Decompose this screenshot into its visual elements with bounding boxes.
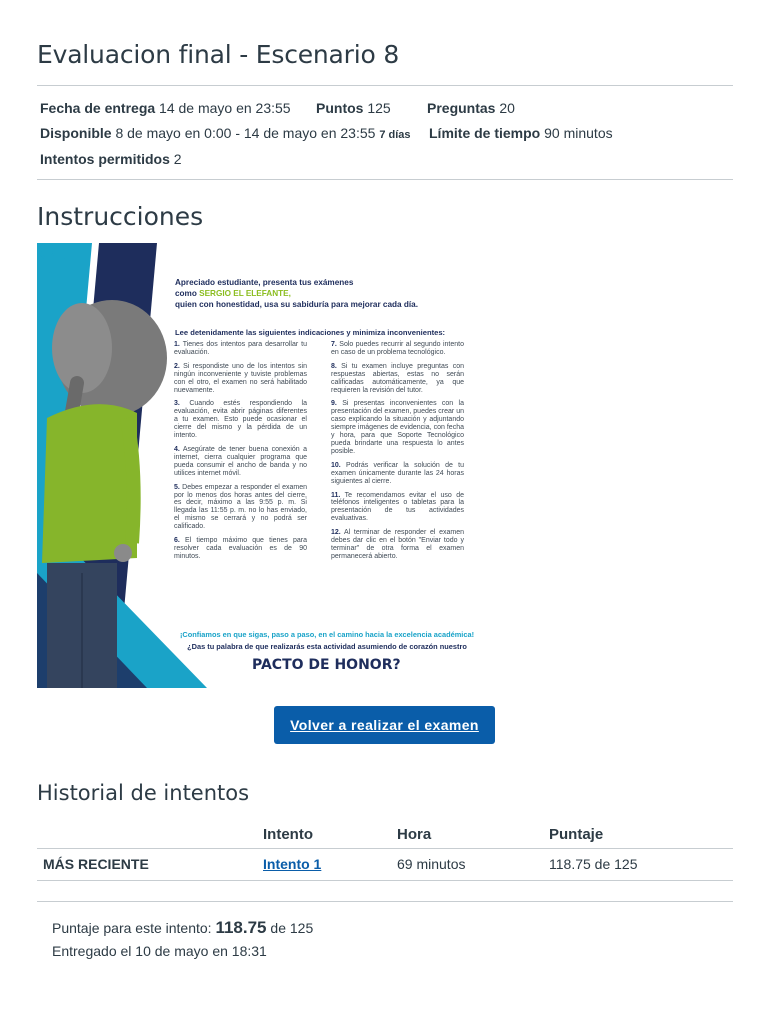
banner-intro-line2 (175, 288, 475, 299)
banner-intro-como: como (175, 289, 200, 298)
time-limit-field (429, 125, 613, 141)
banner-intro-line1: Apreciado estudiante, presenta tus exámenes (175, 278, 354, 287)
table-divider (37, 848, 733, 849)
pointer-hand-icon (37, 243, 67, 275)
attempt-time: 69 minutos (397, 856, 466, 872)
instruction-item (331, 341, 464, 357)
instruction-number: 5. (174, 483, 180, 491)
banner-column-left (174, 341, 307, 567)
banner-footer-1: ¡Confiamos en que sigas, paso a paso, en el camino hacia la excelencia académica! (179, 630, 475, 639)
questions-label: Preguntas (427, 100, 496, 116)
instruction-text: Solo puedes recurrir al segundo intento en caso de un problema tecnológico. (331, 341, 464, 356)
table-divider (37, 880, 733, 881)
instructions-banner (37, 243, 483, 688)
attempts-label: Intentos permitidos (40, 151, 170, 167)
score-value: 118.75 (215, 918, 267, 937)
instruction-text: Asegúrate de tener buena conexión a internet, cierra cualquier programa que pueda consumir el ancho de banda y no utilices internet móvil. (174, 445, 307, 477)
divider (37, 85, 733, 86)
column-header-attempt: Intento (263, 826, 313, 843)
instruction-number: 4. (174, 445, 180, 453)
time-limit-label: Límite de tiempo (429, 125, 541, 141)
instruction-text: Si tu examen incluye preguntas con respuestas abiertas, estas no serán calificadas automáticamente, ya que requieren la revisión del tutor. (331, 362, 464, 394)
score-total: de 125 (270, 920, 314, 936)
divider (37, 901, 733, 902)
column-header-score: Puntaje (549, 826, 604, 843)
attempt-history-heading: Historial de intentos (37, 781, 250, 805)
points-label: Puntos (316, 100, 364, 116)
attempts-value: 2 (173, 151, 182, 167)
instruction-item (174, 484, 307, 531)
time-limit-value: 90 minutos (544, 125, 613, 141)
instruction-number: 3. (174, 400, 180, 408)
instruction-number: 10. (331, 461, 341, 469)
attempt-score: 118.75 de 125 (549, 856, 638, 872)
available-days: 7 días (379, 129, 411, 141)
available-value: 8 de mayo en 0:00 - 14 de mayo en 23:55 (115, 125, 376, 141)
available-label: Disponible (40, 125, 112, 141)
instruction-text: Te recomendamos evitar el uso de teléfonos inteligentes o tabletas para la presentación de tus actividades evaluativas. (331, 491, 464, 523)
attempts-field (40, 151, 182, 167)
instruction-text: Debes empezar a responder el examen por lo menos dos horas antes del cierre, es decir, máximo a las 9:55 p. m. Si llegada las 11:55 p. m. no lo has enviado, el mismo se cerrará y no podrá ser calificado. (174, 483, 307, 531)
attempt-score-summary (52, 918, 313, 938)
instruction-item (331, 462, 464, 486)
divider (37, 179, 733, 180)
instruction-number: 9. (331, 400, 337, 408)
instruction-item (331, 400, 464, 455)
instruction-text: El tiempo máximo que tienes para resolver cada evaluación es de 90 minutos. (174, 537, 307, 560)
score-label: Puntaje para este intento: (52, 920, 212, 936)
banner-column-right (331, 341, 464, 567)
questions-field (427, 100, 515, 116)
instruction-text: Cuando estés respondiendo la evaluación, evita abrir páginas diferentes a tu examen. Esto puede ocasionar el cierre del mismo y la pérdida de un intento. (174, 400, 307, 440)
instruction-number: 12. (331, 529, 341, 537)
instruction-text: Si presentas inconvenientes con la presentación del examen, puedes crear un caso explicando la situación y adjuntando siempre imágenes de evidencia, con fecha y hora, para que Soporte Tecnológico pueda brindarte una respuesta lo antes posible. (331, 400, 464, 455)
attempt-link[interactable]: Intento 1 (263, 856, 322, 872)
instruction-item (174, 363, 307, 395)
instruction-text: Tienes dos intentos para desarrollar tu evaluación. (174, 341, 307, 356)
column-header-time: Hora (397, 826, 432, 843)
points-field (316, 100, 391, 116)
questions-value: 20 (499, 100, 515, 116)
instruction-item (174, 537, 307, 561)
banner-intro (175, 277, 475, 310)
instruction-item (174, 400, 307, 440)
points-value: 125 (367, 100, 391, 116)
banner-lead: Lee detenidamente las siguientes indicaciones y minimiza inconvenientes: (175, 328, 446, 337)
due-date-field (40, 100, 291, 116)
instruction-number: 6. (174, 537, 180, 545)
due-date-value: 14 de mayo en 23:55 (159, 100, 291, 116)
instructions-heading: Instrucciones (37, 202, 204, 231)
instruction-text: Al terminar de responder el examen debes dar clic en el botón "Enviar todo y terminar" de otra forma el examen permanecerá abierto. (331, 529, 464, 560)
banner-pacto: PACTO DE HONOR? (252, 657, 401, 673)
banner-mascot-name: SERGIO EL ELEFANTE, (199, 289, 291, 298)
instruction-number: 2. (174, 362, 180, 370)
instruction-item (174, 446, 307, 478)
banner-intro-line3: quien con honestidad, usa su sabiduría para mejorar cada día. (175, 300, 418, 309)
instruction-number: 11. (331, 491, 341, 499)
instruction-item (331, 492, 464, 524)
instruction-text: Podrás verificar la solución de tu examen únicamente durante las 24 horas siguientes al cierre. (331, 461, 464, 485)
retake-exam-button[interactable]: Volver a realizar el examen (274, 706, 495, 744)
submitted-date: Entregado el 10 de mayo en 18:31 (52, 943, 267, 959)
instruction-item (174, 341, 307, 357)
banner-footer-2: ¿Das tu palabra de que realizarás esta actividad asumiendo de corazón nuestro (187, 642, 467, 651)
instruction-item (331, 529, 464, 561)
available-field (40, 125, 411, 141)
instruction-item (331, 363, 464, 395)
instruction-number: 8. (331, 362, 337, 370)
instruction-number: 7. (331, 341, 337, 348)
due-date-label: Fecha de entrega (40, 100, 156, 116)
instruction-number: 1. (174, 341, 180, 348)
instruction-text: Si respondiste uno de los intentos sin ningún inconveniente y tuviste problemas con el otro, el examen no será habilitado nuevamente. (174, 362, 307, 394)
page-title: Evaluacion final - Escenario 8 (37, 40, 400, 69)
row-label: MÁS RECIENTE (43, 856, 149, 872)
